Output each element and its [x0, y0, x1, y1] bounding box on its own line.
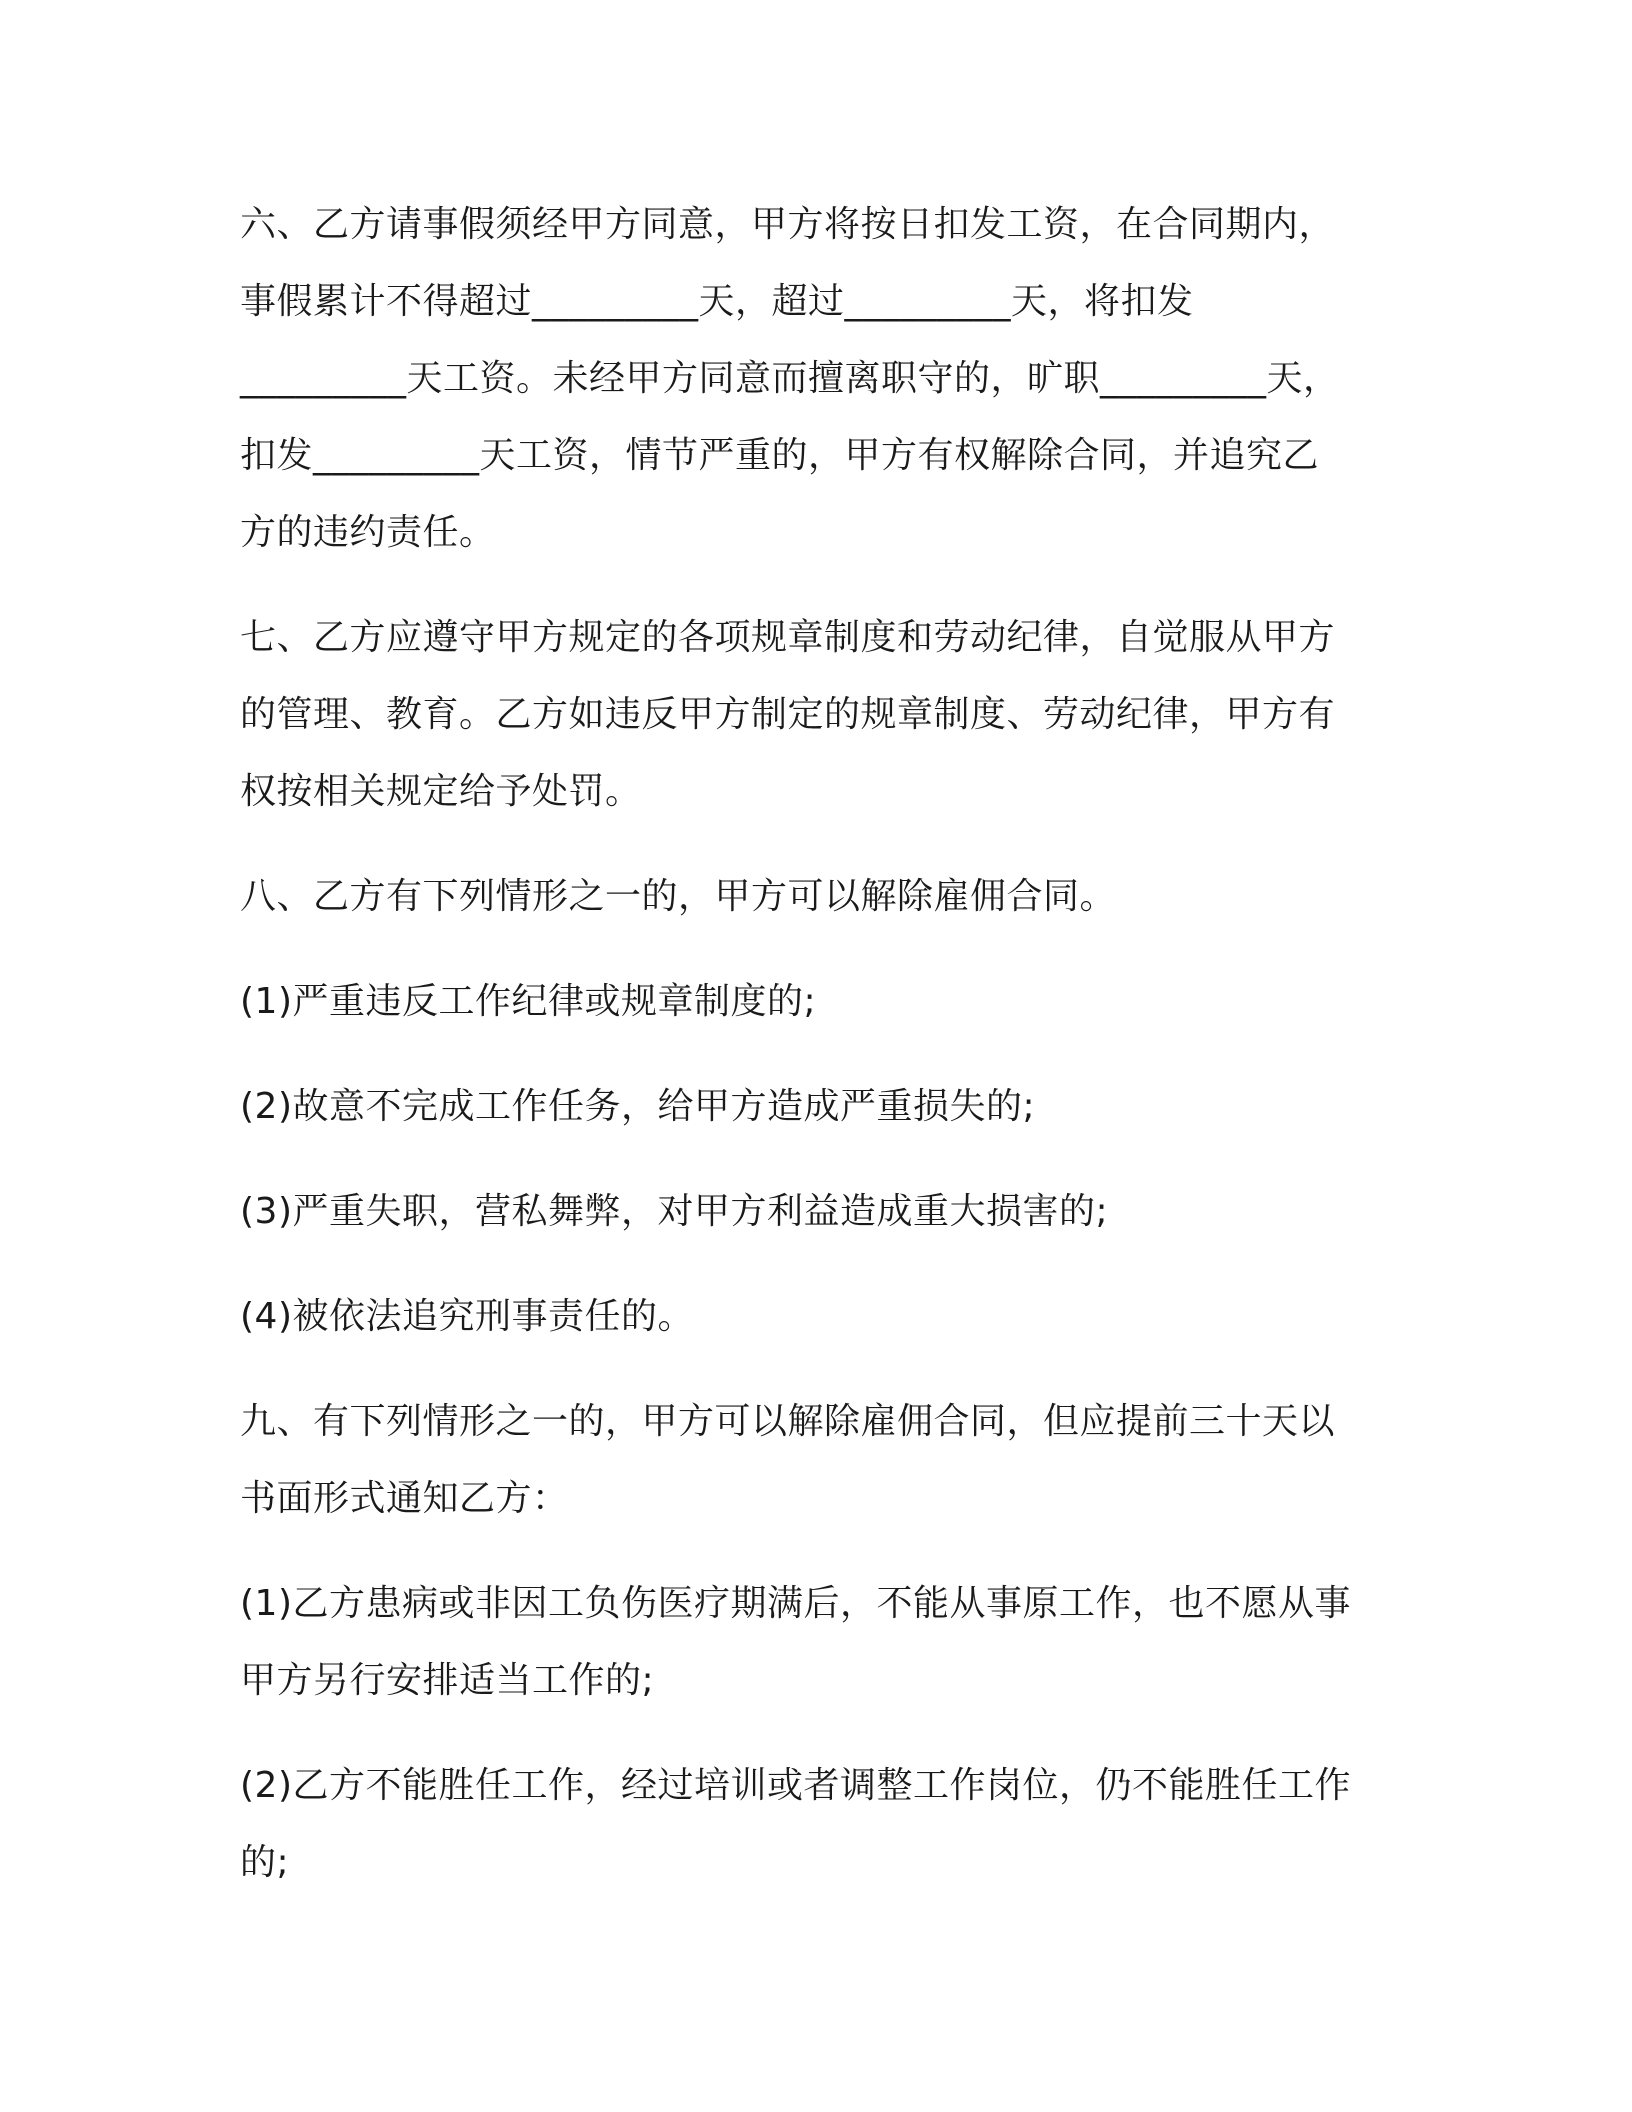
- text-line: 的;: [240, 1842, 290, 1883]
- clause-8-item-2: [240, 1068, 1400, 1145]
- text-line: 甲方另行安排适当工作的;: [240, 1660, 655, 1701]
- text-line: (4)被依法追究刑事责任的。: [240, 1296, 694, 1337]
- text-line: 六、乙方请事假须经甲方同意，甲方将按日扣发工资，在合同期内，: [240, 204, 1336, 245]
- text-line: 扣发_________天工资，情节严重的，甲方有权解除合同，并追究乙: [240, 435, 1320, 476]
- clause-9-paragraph: [240, 1383, 1400, 1537]
- clause-8-item-4: [240, 1278, 1400, 1355]
- text-line: (2)乙方不能胜任工作，经过培训或者调整工作岗位，仍不能胜任工作: [240, 1765, 1351, 1806]
- text-line: 方的违约责任。: [240, 512, 496, 553]
- text-line: _________天工资。未经甲方同意而擅离职守的，旷职_________天，: [240, 358, 1340, 399]
- clause-9-item-1: [240, 1565, 1400, 1719]
- text-line: 九、有下列情形之一的，甲方可以解除雇佣合同，但应提前三十天以: [240, 1401, 1336, 1442]
- text-line: 八、乙方有下列情形之一的，甲方可以解除雇佣合同。: [240, 876, 1117, 917]
- text-line: 书面形式通知乙方：: [240, 1478, 569, 1519]
- clause-9-item-2: [240, 1747, 1400, 1901]
- text-line: 权按相关规定给予处罚。: [240, 771, 642, 812]
- text-line: 的管理、教育。乙方如违反甲方制定的规章制度、劳动纪律，甲方有: [240, 694, 1336, 735]
- text-line: (3)严重失职，营私舞弊，对甲方利益造成重大损害的;: [240, 1191, 1109, 1232]
- text-line: (1)严重违反工作纪律或规章制度的;: [240, 981, 817, 1022]
- clause-8-paragraph: [240, 858, 1400, 935]
- text-line: 事假累计不得超过_________天，超过_________天，将扣发: [240, 281, 1194, 322]
- text-line: (2)故意不完成工作任务，给甲方造成严重损失的;: [240, 1086, 1036, 1127]
- document-page: [240, 186, 1400, 1901]
- clause-6-paragraph: [240, 186, 1400, 571]
- clause-8-item-1: [240, 963, 1400, 1040]
- clause-8-item-3: [240, 1173, 1400, 1250]
- text-line: (1)乙方患病或非因工负伤医疗期满后，不能从事原工作，也不愿从事: [240, 1583, 1351, 1624]
- clause-7-paragraph: [240, 599, 1400, 830]
- text-line: 七、乙方应遵守甲方规定的各项规章制度和劳动纪律，自觉服从甲方: [240, 617, 1336, 658]
